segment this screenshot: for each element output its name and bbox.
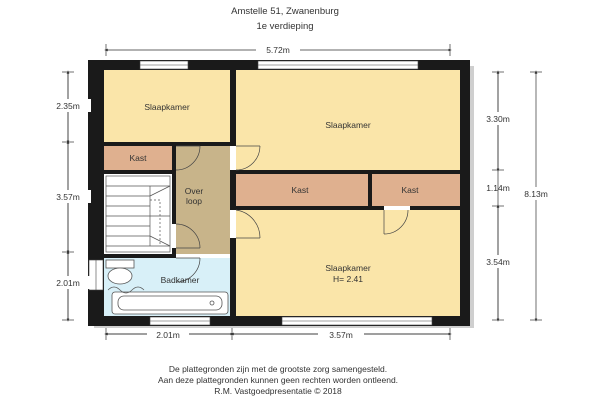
room-label-bedroom-top-right: Slaapkamer: [325, 120, 371, 130]
footer-line-2: Aan deze plattegronden kunnen geen rechten worden ontleend.: [157, 375, 399, 385]
room-label-landing-line2: loop: [185, 196, 203, 206]
room-label-closet-right: Kast: [401, 185, 419, 195]
bathtub: [112, 292, 228, 314]
dimension-left-bottom: 2.01m: [56, 278, 80, 288]
dimension-right-top: 3.30m: [486, 114, 510, 124]
dimension-total-depth: 8.13m: [524, 189, 548, 199]
room-label-bedroom-bottom-right: Slaapkamer: [325, 263, 371, 273]
dimension-right-bottom: 3.54m: [486, 257, 510, 267]
dimension-total-width: 5.72m: [266, 45, 290, 55]
room-label-closet-center: Kast: [291, 185, 309, 195]
landing-area: [176, 146, 230, 254]
dimension-bottom-right: 3.57m: [329, 330, 353, 340]
room-label-bathroom: Badkamer: [160, 275, 200, 285]
plan-address: Amstelle 51, Zwanenburg: [231, 6, 339, 17]
dimension-left-middle: 3.57m: [56, 192, 80, 202]
dimension-bottom-left: 2.01m: [156, 330, 180, 340]
room-label-bedroom-left: Slaapkamer: [144, 102, 190, 112]
plan-floor-label: 1e verdieping: [256, 21, 314, 32]
toilet: [106, 260, 134, 284]
dimension-right-middle: 1.14m: [486, 183, 510, 193]
footer-line-3: R.M. Vastgoedpresentatie © 2018: [214, 386, 342, 396]
room-label-closet-left: Kast: [129, 153, 147, 163]
dimension-left-top: 2.35m: [56, 101, 80, 111]
room-label-landing-line1: Over: [184, 186, 204, 196]
room-height-label: H= 2.41: [332, 274, 364, 284]
footer-line-1: De plattegronden zijn met de grootste zorg samengesteld.: [168, 364, 388, 374]
staircase: [106, 176, 170, 252]
